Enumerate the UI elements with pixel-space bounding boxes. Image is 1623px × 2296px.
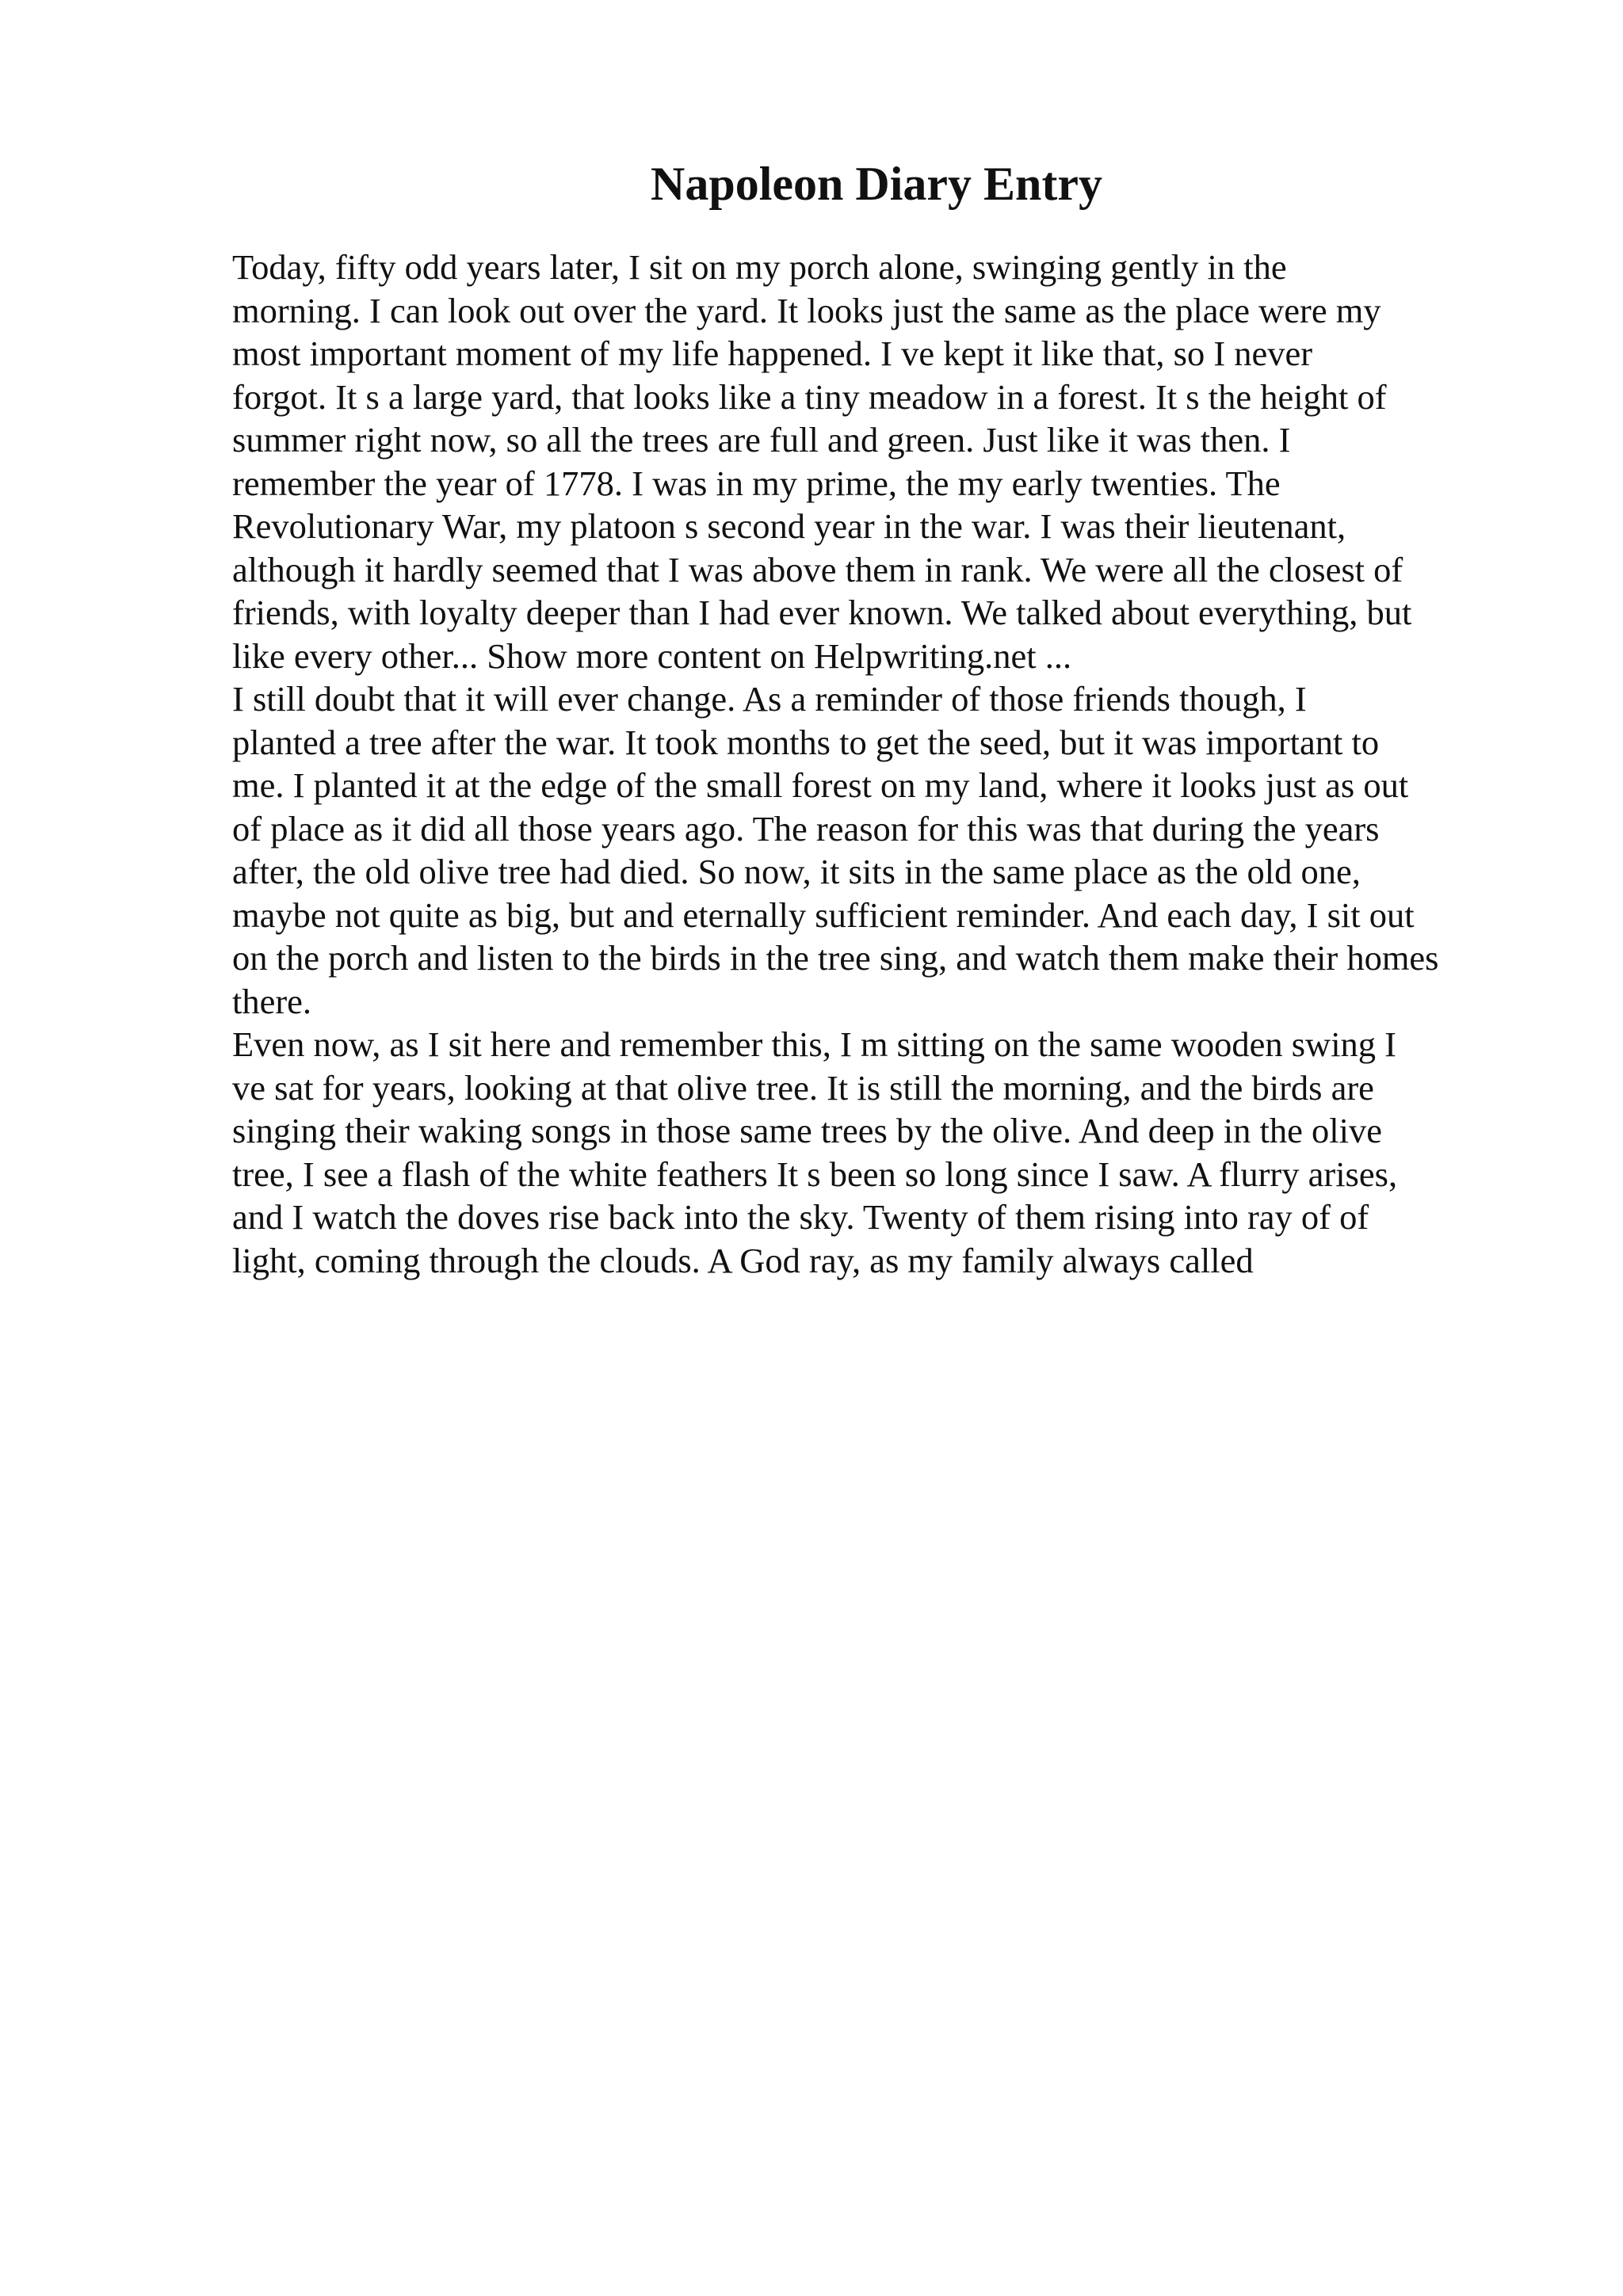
text-line: planted a tree after the war. It took months to get the seed, but it was important to <box>232 722 1380 762</box>
text-line: of place as it did all those years ago. The reason for this was that during the years <box>232 808 1380 849</box>
paragraph-1 <box>232 246 1516 677</box>
text-line: after, the old olive tree had died. So now, it sits in the same place as the old one, <box>232 852 1361 891</box>
text-line: tree, I see a flash of the white feathers It s been so long since I saw. A flurry arises, <box>232 1154 1398 1194</box>
text-line: light, coming through the clouds. A God ray, as my family always called <box>232 1240 1254 1280</box>
text-line: Today, fifty odd years later, I sit on my porch alone, swinging gently in the <box>232 247 1287 287</box>
paragraph-3 <box>232 1023 1516 1282</box>
text-line: morning. I can look out over the yard. It looks just the same as the place were my <box>232 290 1381 330</box>
text-line: remember the year of 1778. I was in my prime, the my early twenties. The <box>232 463 1281 503</box>
text-line: most important moment of my life happened. I ve kept it like that, so I never <box>232 334 1313 373</box>
document-title: Napoleon Diary Entry <box>651 158 1102 210</box>
document-body <box>232 246 1516 1282</box>
text-line: on the porch and listen to the birds in the tree sing, and watch them make their homes <box>232 938 1439 978</box>
text-line: and I watch the doves rise back into the sky. Twenty of them rising into ray of of <box>232 1197 1369 1237</box>
text-line: Even now, as I sit here and remember this, I m sitting on the same wooden swing I <box>232 1024 1396 1064</box>
text-line: friends, with loyalty deeper than I had ever known. We talked about everything, but <box>232 593 1412 632</box>
text-line: maybe not quite as big, but and eternally sufficient reminder. And each day, I sit out <box>232 894 1415 935</box>
text-line: forgot. It s a large yard, that looks like a tiny meadow in a forest. It s the height of <box>232 376 1387 417</box>
text-line: there. <box>232 981 312 1021</box>
text-line: singing their waking songs in those same trees by the olive. And deep in the olive <box>232 1111 1382 1150</box>
text-line: like every other... Show more content on Helpwriting.net ... <box>232 635 1072 676</box>
text-line: although it hardly seemed that I was above them in rank. We were all the closest of <box>232 549 1403 589</box>
text-line: ve sat for years, looking at that olive tree. It is still the morning, and the birds are <box>232 1067 1374 1108</box>
text-line: summer right now, so all the trees are full and green. Just like it was then. I <box>232 420 1291 460</box>
text-line: Revolutionary War, my platoon s second year in the war. I was their lieutenant, <box>232 506 1346 546</box>
paragraph-2 <box>232 677 1516 1023</box>
text-line: I still doubt that it will ever change. As a reminder of those friends though, I <box>232 679 1307 719</box>
text-line: me. I planted it at the edge of the small forest on my land, where it looks just as out <box>232 765 1409 805</box>
